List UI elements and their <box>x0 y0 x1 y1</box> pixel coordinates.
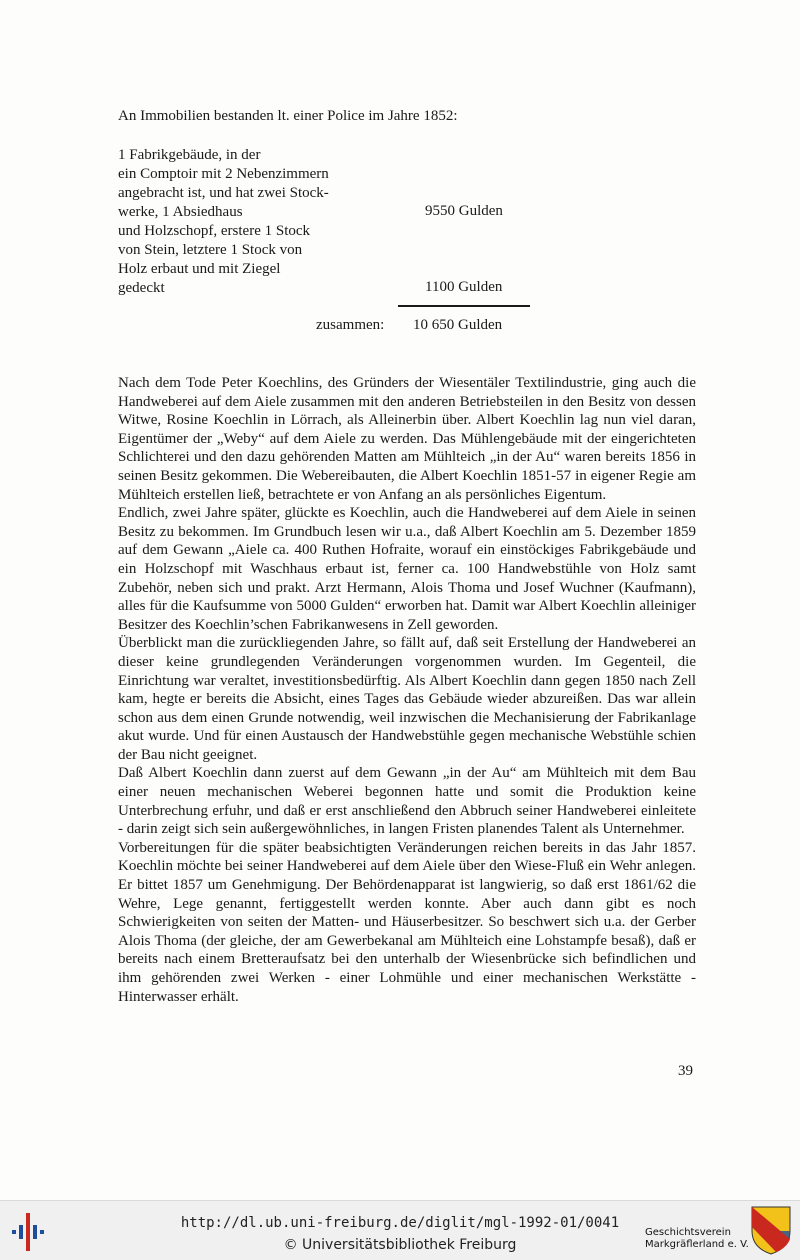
paragraph: Überblickt man die zurückliegenden Jahre, so fällt auf, daß seit Erstellung der Handweberei an dieser keine grundlegenden Veränderungen vorgenommen wurden. Im Gegenteil, die Einrichtung war veraltet, investitionsbedürftig. Als Albert Koechlin dann gegen 1850 nach Zell kam, hegte er bereits die Absicht, eines Tages das Gebäude wieder abzureißen. Das war allein schon aus dem einen Grunde notwendig, weil inzwischen die Mechanisierung der Fabrikanlage akut wurde. Und für einen Austausch der Handwebstühle gegen mechanische Webstühle schien der Bau nicht geeignet. <box>118 635 696 763</box>
society-name-line1: Geschichtsverein <box>645 1227 731 1238</box>
inventory-line: werke, 1 Absiedhaus <box>118 204 243 220</box>
inventory-line: ein Comptoir mit 2 Nebenzimmern <box>118 166 329 182</box>
inventory-line: angebracht ist, und hat zwei Stock- <box>118 185 329 201</box>
sum-rule <box>398 305 530 307</box>
paragraph: Nach dem Tode Peter Koechlins, des Gründers der Wiesentäler Textilindustrie, ging auch die Handweberei auf dem Aiele zusammen mit den anderen Betriebsteilen in den Besitz von dessen Witwe, Rosine Koechlin in Lörrach, als Alleinerbin über. Albert Koechlin lag nun viel daran, Eigentümer der „Weby“ auf dem Aiele zu werden. Das Mühlengebäude mit der eingerichteten Schlichterei und den dazu gehörenden Matten am Mühlteich „in der Au“ waren bereits 1856 in seinen Besitz gekommen. Die Webereibauten, die Albert Koechlin 1851-57 in eigener Regie am Mühlteich erstellen ließ, betrachtete er von Anfang an als persönliches Eigentum. <box>118 375 696 503</box>
paragraph: Endlich, zwei Jahre später, glückte es Koechlin, auch die Handweberei auf dem Aiele in seinen Besitz zu bekommen. Im Grundbuch lesen wir u.a., daß Albert Koechlin am 5. Dezember 1859 auf dem Gewann „Aiele ca. 400 Ruthen Hofraite, worauf ein einstöckiges Fabrikgebäude und ein Holzschopf mit Waschhaus erbaut ist, ferner ca. 100 Handwebstühle von Holz samt Zubehör, neben sich und prakt. Arzt Hermann, Alois Thoma und Josef Wuchner (Kaufmann), alles für die Kaufsumme von 5000 Gulden“ erworben hat. Damit war Albert Koechlin alleiniger Besitzer des Koechlin’schen Fabrikanwesens in Zell geworden. <box>118 505 696 633</box>
inventory-line: gedeckt <box>118 280 165 296</box>
amount-roof: 1100 Gulden <box>425 279 503 295</box>
coat-of-arms-icon[interactable] <box>750 1205 792 1255</box>
society-name <box>645 1227 749 1251</box>
society-name-line2: Markgräflerland e. V. <box>645 1239 749 1250</box>
paragraph: Daß Albert Koechlin dann zuerst auf dem Gewann „in der Au“ am Mühlteich mit dem Bau einer neuen mechanischen Weberei begonnen hatte und somit die Produktion keine Unterbrechung erfuhr, und daß er erst anschließend den Abbruch seiner Handweberei einleitete - darin zeigt sich sein außergewöhnliches, in langen Fristen planendes Talent als Unternehmer. <box>118 765 696 838</box>
inventory-line: von Stein, letztere 1 Stock von <box>118 242 303 258</box>
body-text <box>118 374 696 1006</box>
inventory-line: Holz erbaut und mit Ziegel <box>118 261 281 277</box>
total-value: 10 650 Gulden <box>413 317 503 333</box>
amount-building: 9550 Gulden <box>425 203 503 219</box>
intro-line: An Immobilien bestanden lt. einer Police im Jahre 1852: <box>118 108 458 124</box>
total-label: zusammen: <box>316 317 385 333</box>
inventory-line: 1 Fabrikgebäude, in der <box>118 147 261 163</box>
inventory-line: und Holzschopf, erstere 1 Stock <box>118 223 311 239</box>
page-number: 39 <box>678 1063 693 1079</box>
copyright-notice: © Universitätsbibliothek Freiburg <box>283 1237 517 1253</box>
paragraph: Vorbereitungen für die später beabsichtigten Veränderungen reichen bereits in das Jahr 1857. Koechlin möchte bei seiner Handweberei auf dem Aiele über den Wiese-Fluß ein Wehr anlegen. Er bittet 1857 um Genehmigung. Der Behördenapparat ist langwierig, so daß erst 1861/62 die Wehre, Lege genannt, fertiggestellt werden konnte. Aber auch dann gibt es noch Schwierigkeiten von seiten der Matten- und Häuserbesitzer. So beschwert sich u.a. der Gerber Alois Thoma (der gleiche, der am Gewerbekanal am Mühlteich eine Lohstampfe besaß), daß er bereits nach einem Bretteraufsatz bei den unterhalb der Wiesenbrücke sich befindlichen und ihm gehörenden zwei Werken - einer Lohmühle und einer mechanischen Werkstätte - Hinterwasser erhält. <box>118 839 696 1005</box>
document-url[interactable]: http://dl.ub.uni-freiburg.de/diglit/mgl-1992-01/0041 <box>180 1215 620 1231</box>
